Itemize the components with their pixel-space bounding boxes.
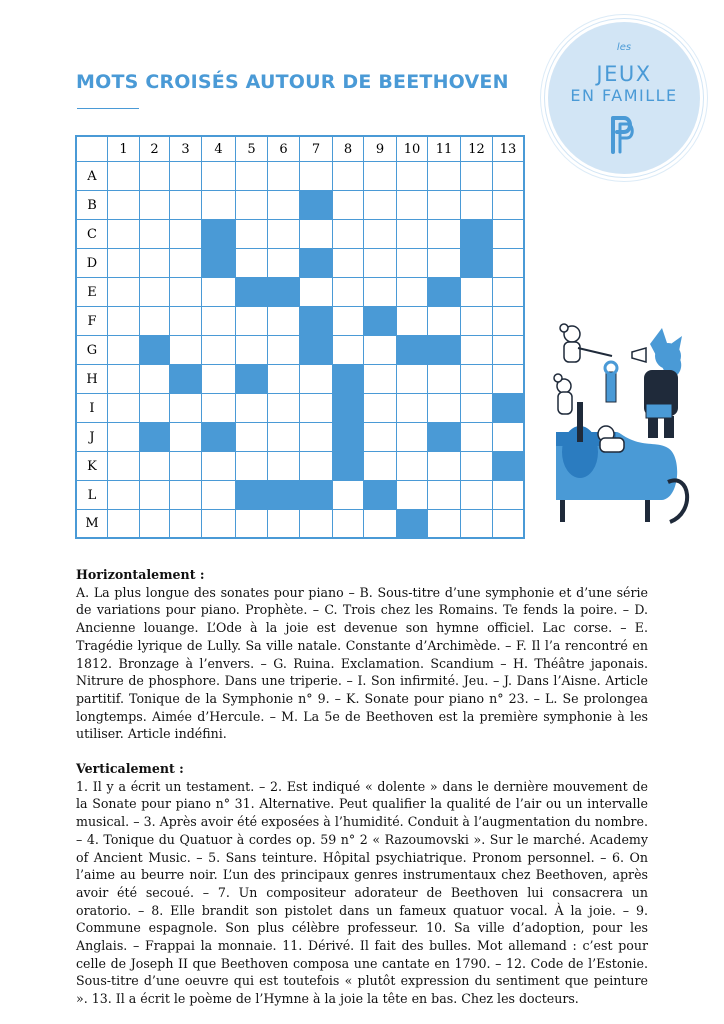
grid-cell[interactable] [170,510,202,539]
grid-cell[interactable] [333,336,364,365]
grid-cell[interactable] [202,336,236,365]
page-title: MOTS CROISÉS AUTOUR DE BEETHOVEN [76,71,509,93]
grid-cell[interactable] [461,452,493,481]
grid-cell[interactable] [397,481,428,510]
grid-cell[interactable] [108,510,140,539]
grid-cell[interactable] [300,423,333,452]
column-header: 8 [333,136,364,162]
grid-cell[interactable] [268,336,300,365]
grid-cell[interactable] [236,191,268,220]
grid-cell[interactable] [333,307,364,336]
grid-cell[interactable] [268,510,300,539]
row-label: B [76,191,108,220]
grid-cell[interactable] [333,510,364,539]
grid-cell[interactable] [428,191,461,220]
grid-cell-black [397,510,428,539]
grid-cell[interactable] [397,452,428,481]
grid-cell-black [397,336,428,365]
clues-section [76,566,648,1008]
grid-cell-black [268,278,300,307]
grid-cell-black [428,423,461,452]
grid-cell[interactable] [108,191,140,220]
grid-cell[interactable] [170,423,202,452]
row-label: G [76,336,108,365]
grid-cell[interactable] [493,220,525,249]
row-label: J [76,423,108,452]
grid-cell[interactable] [140,162,170,191]
grid-cell[interactable] [108,423,140,452]
grid-cell[interactable] [108,278,140,307]
jeux-en-famille-badge [548,22,700,174]
grid-cell[interactable] [170,249,202,278]
grid-cell[interactable] [236,336,268,365]
grid-cell[interactable] [236,423,268,452]
grid-cell[interactable] [236,394,268,423]
grid-cell[interactable] [140,365,170,394]
crossword-table [75,135,525,539]
grid-cell[interactable] [170,394,202,423]
grid-cell[interactable] [333,278,364,307]
grid-cell[interactable] [108,162,140,191]
grid-cell[interactable] [170,481,202,510]
grid-cell[interactable] [493,278,525,307]
grid-cell[interactable] [236,162,268,191]
grid-cell[interactable] [397,249,428,278]
grid-cell[interactable] [364,220,397,249]
grid-cell[interactable] [397,307,428,336]
grid-cell-black [461,220,493,249]
column-header: 5 [236,136,268,162]
grid-cell[interactable] [461,365,493,394]
grid-cell[interactable] [236,249,268,278]
grid-cell-black [461,249,493,278]
column-header: 4 [202,136,236,162]
grid-cell[interactable] [364,162,397,191]
title-underline [77,108,139,109]
grid-cell[interactable] [140,394,170,423]
grid-cell[interactable] [397,220,428,249]
grid-cell[interactable] [364,510,397,539]
grid-cell[interactable] [428,249,461,278]
grid-cell[interactable] [236,307,268,336]
grid-cell[interactable] [493,307,525,336]
musicians-illustration [550,322,700,532]
grid-cell[interactable] [333,220,364,249]
grid-cell[interactable] [236,220,268,249]
column-header: 6 [268,136,300,162]
grid-cell[interactable] [202,394,236,423]
row-label: L [76,481,108,510]
grid-cell[interactable] [461,191,493,220]
grid-cell[interactable] [170,220,202,249]
grid-cell[interactable] [397,365,428,394]
crossword-grid [75,135,525,539]
grid-cell[interactable] [428,510,461,539]
grid-cell[interactable] [202,307,236,336]
grid-cell-black [333,452,364,481]
row-label: I [76,394,108,423]
badge-line-2: EN FAMILLE [570,86,678,105]
grid-cell[interactable] [428,481,461,510]
grid-cell[interactable] [202,278,236,307]
grid-cell-black [493,394,525,423]
grid-cell[interactable] [461,162,493,191]
grid-cell[interactable] [428,307,461,336]
column-header: 10 [397,136,428,162]
grid-cell-black [170,365,202,394]
row-label: M [76,510,108,539]
grid-cell[interactable] [364,336,397,365]
grid-cell[interactable] [268,365,300,394]
pp-logo-icon [608,112,640,154]
grid-cell[interactable] [461,510,493,539]
column-header: 12 [461,136,493,162]
grid-cell-black [268,481,300,510]
grid-corner [76,136,108,162]
vertical-clues-title: Verticalement : [76,761,184,777]
grid-cell-black [300,249,333,278]
grid-cell[interactable] [493,481,525,510]
grid-cell[interactable] [140,452,170,481]
grid-cell[interactable] [108,365,140,394]
grid-cell[interactable] [364,249,397,278]
grid-cell[interactable] [333,162,364,191]
horizontal-clues-text: A. La plus longue des sonates pour piano – B. Sous-titre d’une symphonie et d’une série de variations pour piano. Prophète. – C. Trois chez les Romains. Te fends la poire. – D. Ancienne louange. L’Ode à la joie est devenue son hymne officiel. Lac corse. – E. Tragédie lyrique de Lully. Sa ville natale. Constante d’Archimède. – F. Il l’a rencontré en 1812. Bronzage à l’envers. – G. Ruina. Exclamation. Scandium – H. Théâtre japonais. Nitrure de phosphore. Dans une triperie. – I. Son infirmité. Jeu. – J. Dans l’Aisne. Article partitif. Tonique de la Symphonie n° 9. – K. Sonate pour piano n° 23. – L. Se prolongea longtemps. Aimée d’Hercule. – M. La 5e de Beethoven est la première symphonie à les utiliser. Article indéfini. [76,584,648,742]
grid-cell[interactable] [428,220,461,249]
row-label: H [76,365,108,394]
column-header: 1 [108,136,140,162]
grid-cell[interactable] [364,365,397,394]
grid-cell-black [300,336,333,365]
grid-cell[interactable] [170,336,202,365]
grid-cell[interactable] [333,191,364,220]
grid-cell[interactable] [428,452,461,481]
grid-cell[interactable] [397,191,428,220]
grid-cell[interactable] [170,191,202,220]
badge-line-1: JEUX [596,62,652,86]
grid-cell-black [140,423,170,452]
grid-cell[interactable] [170,452,202,481]
grid-cell[interactable] [268,452,300,481]
grid-cell[interactable] [300,365,333,394]
grid-cell-black [202,423,236,452]
grid-cell[interactable] [364,191,397,220]
badge-small-text: les [616,42,632,53]
grid-cell[interactable] [108,336,140,365]
grid-cell[interactable] [333,249,364,278]
grid-cell[interactable] [461,423,493,452]
grid-cell[interactable] [493,191,525,220]
column-header: 13 [493,136,525,162]
grid-cell-black [140,336,170,365]
grid-cell[interactable] [108,452,140,481]
grid-cell[interactable] [140,220,170,249]
grid-cell-black [493,452,525,481]
column-header: 3 [170,136,202,162]
grid-cell[interactable] [268,394,300,423]
grid-cell[interactable] [202,191,236,220]
grid-cell-black [300,307,333,336]
grid-cell-black [333,365,364,394]
grid-cell[interactable] [140,191,170,220]
grid-cell-black [428,278,461,307]
grid-cell-black [202,220,236,249]
grid-cell[interactable] [493,249,525,278]
grid-cell[interactable] [108,220,140,249]
grid-cell[interactable] [461,481,493,510]
grid-cell[interactable] [364,394,397,423]
grid-cell[interactable] [300,510,333,539]
grid-cell[interactable] [300,452,333,481]
grid-cell[interactable] [397,278,428,307]
row-label: K [76,452,108,481]
grid-cell[interactable] [461,394,493,423]
grid-cell[interactable] [268,307,300,336]
grid-cell[interactable] [202,510,236,539]
grid-cell-black [428,336,461,365]
grid-cell[interactable] [397,394,428,423]
grid-cell[interactable] [202,481,236,510]
grid-cell[interactable] [268,423,300,452]
grid-cell[interactable] [300,278,333,307]
grid-cell-black [236,481,268,510]
grid-cell[interactable] [428,394,461,423]
grid-cell-black [364,307,397,336]
grid-cell[interactable] [140,249,170,278]
grid-cell[interactable] [428,162,461,191]
grid-cell[interactable] [268,162,300,191]
grid-cell[interactable] [364,423,397,452]
grid-cell[interactable] [236,510,268,539]
grid-cell[interactable] [364,452,397,481]
column-header: 2 [140,136,170,162]
grid-cell[interactable] [397,162,428,191]
grid-cell-black [300,481,333,510]
grid-cell[interactable] [268,220,300,249]
vertical-clues-text: 1. Il y a écrit un testament. – 2. Est indiqué « dolente » dans le dernière mouvement de la Sonate pour piano n° 31. Alternative. Peut qualifier la qualité de l’air ou un intervalle musical. – 3. Après avoir été exposées à l’humidité. Conduit à l’augmentation du nombre. – 4. Tonique du Quatuor à cordes op. 59 n° 2 « Razoumovski ». Sur le marché. Academy of Ancient Music. – 5. Sans teinture. Hôpital psychiatrique. Pronom personnel. – 6. On l’aime au beurre noir. L’un des principaux genres instrumentaux chez Beethoven, après avoir été secoué. – 7. Un compositeur adorateur de Beethoven lui consacrera un oratorio. – 8. Elle brandit son pistolet dans un fameux quatuor vocal. À la joie. – 9. Commune espagnole. Son plus célèbre professeur. 10. Sa ville d’adoption, pour les Anglais. – Frappai la monnaie. 11. Dérivé. Il fait des bulles. Mot allemand : c’est pour celle de Joseph II que Beethoven composa une cantate en 1790. – 12. Code de l’Estonie. Sous-titre d’une oeuvre qui est toutefois « plutôt expression du sentiment que peinture ». 13. Il a écrit le poème de l’Hymne à la joie la tête en bas. Chez les docteurs. [76,778,648,1007]
grid-cell-black [236,278,268,307]
grid-cell[interactable] [202,452,236,481]
grid-cell-black [202,249,236,278]
grid-cell[interactable] [202,162,236,191]
row-label: A [76,162,108,191]
grid-cell[interactable] [140,510,170,539]
grid-cell[interactable] [170,278,202,307]
grid-cell[interactable] [428,365,461,394]
row-label: D [76,249,108,278]
column-header: 11 [428,136,461,162]
column-header: 7 [300,136,333,162]
grid-cell[interactable] [461,278,493,307]
grid-cell[interactable] [300,220,333,249]
grid-cell[interactable] [493,336,525,365]
horizontal-clues-title: Horizontalement : [76,567,205,582]
grid-cell[interactable] [493,423,525,452]
grid-cell[interactable] [140,278,170,307]
grid-cell[interactable] [202,365,236,394]
grid-cell[interactable] [364,278,397,307]
grid-cell[interactable] [268,249,300,278]
grid-cell-black [300,191,333,220]
grid-cell[interactable] [170,307,202,336]
grid-cell[interactable] [493,510,525,539]
grid-cell[interactable] [108,307,140,336]
grid-cell[interactable] [493,365,525,394]
grid-cell[interactable] [397,423,428,452]
grid-cell[interactable] [140,481,170,510]
grid-cell-black [236,365,268,394]
grid-cell[interactable] [170,162,202,191]
grid-cell[interactable] [108,481,140,510]
grid-cell[interactable] [300,162,333,191]
row-label: F [76,307,108,336]
grid-cell-black [333,394,364,423]
grid-cell[interactable] [461,307,493,336]
column-header: 9 [364,136,397,162]
grid-cell[interactable] [236,452,268,481]
row-label: E [76,278,108,307]
grid-cell[interactable] [493,162,525,191]
grid-cell[interactable] [108,394,140,423]
grid-cell-black [333,423,364,452]
grid-cell[interactable] [333,481,364,510]
grid-cell-black [364,481,397,510]
row-label: C [76,220,108,249]
grid-cell[interactable] [300,394,333,423]
grid-cell[interactable] [108,249,140,278]
grid-cell[interactable] [140,307,170,336]
grid-cell[interactable] [268,191,300,220]
grid-cell[interactable] [461,336,493,365]
